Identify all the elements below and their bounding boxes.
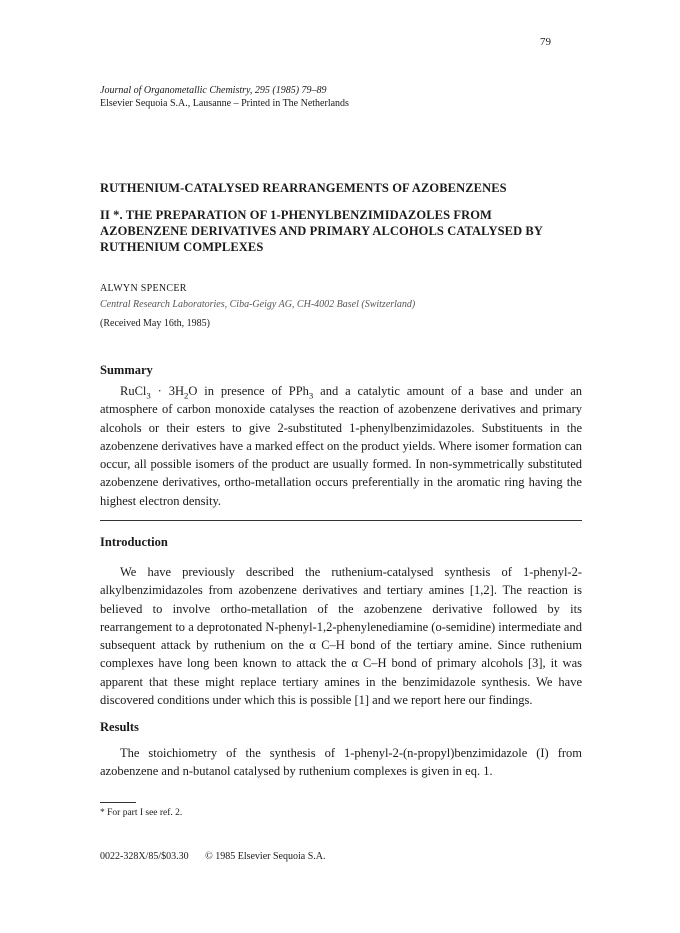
results-paragraph: The stoichiometry of the synthesis of 1-phenyl-2-(n-propyl)benzimidazole (I) from azobenzene and n-butanol catalysed by ruthenium complexes is given in eq. 1.	[100, 746, 582, 779]
results-heading: Results	[100, 720, 139, 734]
publisher-line: Elsevier Sequoia S.A., Lausanne – Printed in The Netherlands	[100, 98, 349, 109]
article-title: RUTHENIUM-CATALYSED REARRANGEMENTS OF AZOBENZENES	[100, 181, 507, 195]
author-name: ALWYN SPENCER	[100, 283, 187, 294]
author-affiliation: Central Research Laboratories, Ciba-Geigy AG, CH-4002 Basel (Switzerland)	[100, 299, 416, 310]
introduction-heading: Introduction	[100, 535, 168, 549]
journal-citation: Journal of Organometallic Chemistry, 295 (1985) 79–89	[100, 85, 327, 96]
summary-heading: Summary	[100, 363, 153, 377]
footnote-divider	[100, 802, 136, 803]
article-subtitle: II *. THE PREPARATION OF 1-PHENYLBENZIMIDAZOLES FROM AZOBENZENE DERIVATIVES AND PRIMARY ALCOHOLS CATALYSED BY RUTHENIUM COMPLEXES	[100, 208, 543, 254]
section-divider	[100, 520, 582, 521]
footnote: * For part I see ref. 2.	[100, 808, 183, 818]
copyright: © 1985 Elsevier Sequoia S.A.	[205, 851, 326, 862]
page-footer	[100, 851, 339, 862]
received-date: (Received May 16th, 1985)	[100, 318, 210, 329]
journal-citation-block	[100, 84, 580, 110]
summary-paragraph: RuCl$_3$ · $3H_2O$ in presence of PPh$_3$ and a catalytic amount of a base and under an atmosphere of carbon monoxide catalyses the reaction of azobenzene derivatives and primary alcohols or their esters to give 2-substituted 1-phenylbenzimidazoles. Substituents in the azobenzene derivatives have a marked effect on the product yields. Where isomer formation can occur, all possible isomers of the product are usually formed. In non-symmetrically substituted azobenzene derivatives, ortho-metallation occurs preferentially in the aromatic ring having the highest electron density.	[100, 384, 582, 508]
page-number: 79	[540, 36, 551, 48]
article-code: 0022-328X/85/$03.30	[100, 851, 189, 862]
introduction-paragraph: We have previously described the ruthenium-catalysed synthesis of 1-phenyl-2-alkylbenzimidazoles from azobenzene derivatives and tertiary amines [1,2]. The reaction is believed to involve ortho-metallation of the azobenzene derivative followed by its rearrangement to a deprotonated N-phenyl-1,2-phenylenediamine (o-semidine) intermediate and subsequent attack by ruthenium on the α C–H bond of the tertiary amine. Since ruthenium complexes have long been known to attack the α C–H bond of primary alcohols [3], it was apparent that these might replace tertiary amines in the benzimidazole synthesis. We have discovered conditions under which this is possible [1] and we report here our findings.	[100, 565, 582, 708]
